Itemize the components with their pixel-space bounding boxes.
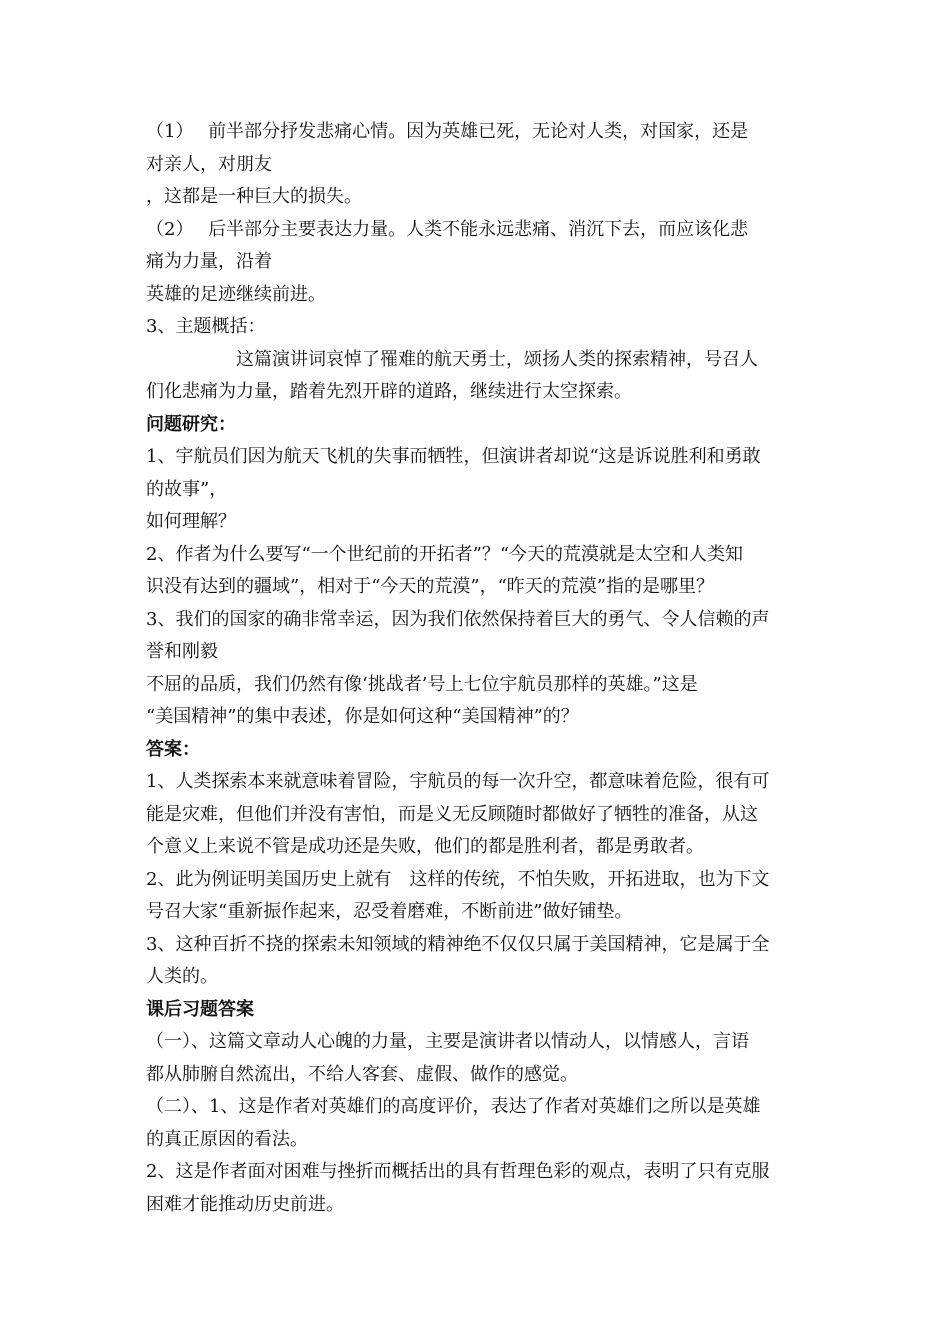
- paragraph-line: （一）、这篇文章动人心魄的力量，主要是演讲者以情动人，以情感人，言语: [146, 1031, 749, 1052]
- paragraph-line: 1、宇航员们因为航天飞机的失事而牺牲，但演讲者却说“这是诉说胜利和勇敢: [146, 446, 761, 467]
- paragraph-line: 1、人类探索本来就意味着冒险，宇航员的每一次升空，都意味着危险，很有可: [146, 771, 770, 792]
- paragraph-line: 困难才能推动历史前进。: [146, 1193, 344, 1215]
- paragraph-line: （2） 后半部分主要表达力量。人类不能永远悲痛、消沉下去，而应该化悲: [146, 218, 749, 240]
- paragraph-line: 英雄的足迹继续前进。: [146, 283, 326, 305]
- paragraph-line: 2、此为例证明美国历史上就有 这样的传统，不怕失败，开拓进取，也为下文: [146, 868, 770, 890]
- paragraph-line: 不屈的品质，我们仍然有像‘挑战者’号上七位宇航员那样的英雄。”这是: [146, 673, 698, 695]
- paragraph-line: 2、作者为什么要写“一个世纪前的开拓者”？“今天的荒漠就是太空和人类知: [146, 543, 744, 565]
- paragraph-line: 3、这种百折不挠的探索未知领域的精神绝不仅仅只属于美国精神，它是属于全: [146, 933, 770, 955]
- paragraph-line: 2、这是作者面对困难与挫折而概括出的具有哲理色彩的观点，表明了只有克服: [146, 1161, 770, 1182]
- paragraph-line: 个意义上来说不管是成功还是失败，他们的都是胜利者，都是勇敢者。: [146, 836, 704, 857]
- paragraph-line: 的故事”，: [146, 478, 228, 500]
- paragraph-line: （1） 前半部分抒发悲痛心情。因为英雄已死，无论对人类，对国家，还是: [146, 121, 749, 142]
- paragraph-line: 人类的。: [146, 966, 218, 987]
- paragraph-line: 号召大家“重新振作起来，忍受着磨难，不断前进”做好铺垫。: [146, 901, 633, 922]
- paragraph-line: 识没有达到的疆域”，相对于“今天的荒漠”，“昨天的荒漠”指的是哪里？: [146, 576, 715, 597]
- paragraph-line: 这篇演讲词哀悼了罹难的航天勇士，颂扬人类的探索精神，号召人: [146, 348, 758, 370]
- section-heading: 问题研究：: [146, 413, 236, 435]
- paragraph-line: 们化悲痛为力量，踏着先烈开辟的道路，继续进行太空探索。: [146, 381, 632, 402]
- paragraph-line: 的真正原因的看法。: [146, 1128, 308, 1150]
- paragraph-line: （二）、1、这是作者对英雄们的高度评价，表达了作者对英雄们之所以是英雄: [146, 1096, 761, 1117]
- paragraph-line: 痛为力量，沿着: [146, 251, 272, 272]
- paragraph-line: 誉和刚毅: [146, 641, 218, 662]
- paragraph-line: 都从肺腑自然流出，不给人客套、虚假、做作的感觉。: [146, 1063, 578, 1085]
- section-heading: 答案：: [146, 738, 200, 760]
- document-body: [146, 116, 812, 1221]
- paragraph-line: 3、我们的国家的确非常幸运，因为我们依然保持着巨大的勇气、令人信赖的声: [146, 608, 770, 630]
- paragraph-line: ，这都是一种巨大的损失。: [146, 186, 362, 207]
- paragraph-line: 能是灾难，但他们并没有害怕，而是义无反顾随时都做好了牺牲的准备，从这: [146, 803, 758, 825]
- paragraph-line: 如何理解？: [146, 511, 236, 532]
- paragraph-line: 3、主题概括：: [146, 316, 266, 337]
- paragraph-line: 对亲人，对朋友: [146, 153, 272, 175]
- paragraph-line: “美国精神”的集中表述，你是如何这种“美国精神”的？: [146, 706, 579, 727]
- section-heading: 课后习题答案: [146, 998, 254, 1020]
